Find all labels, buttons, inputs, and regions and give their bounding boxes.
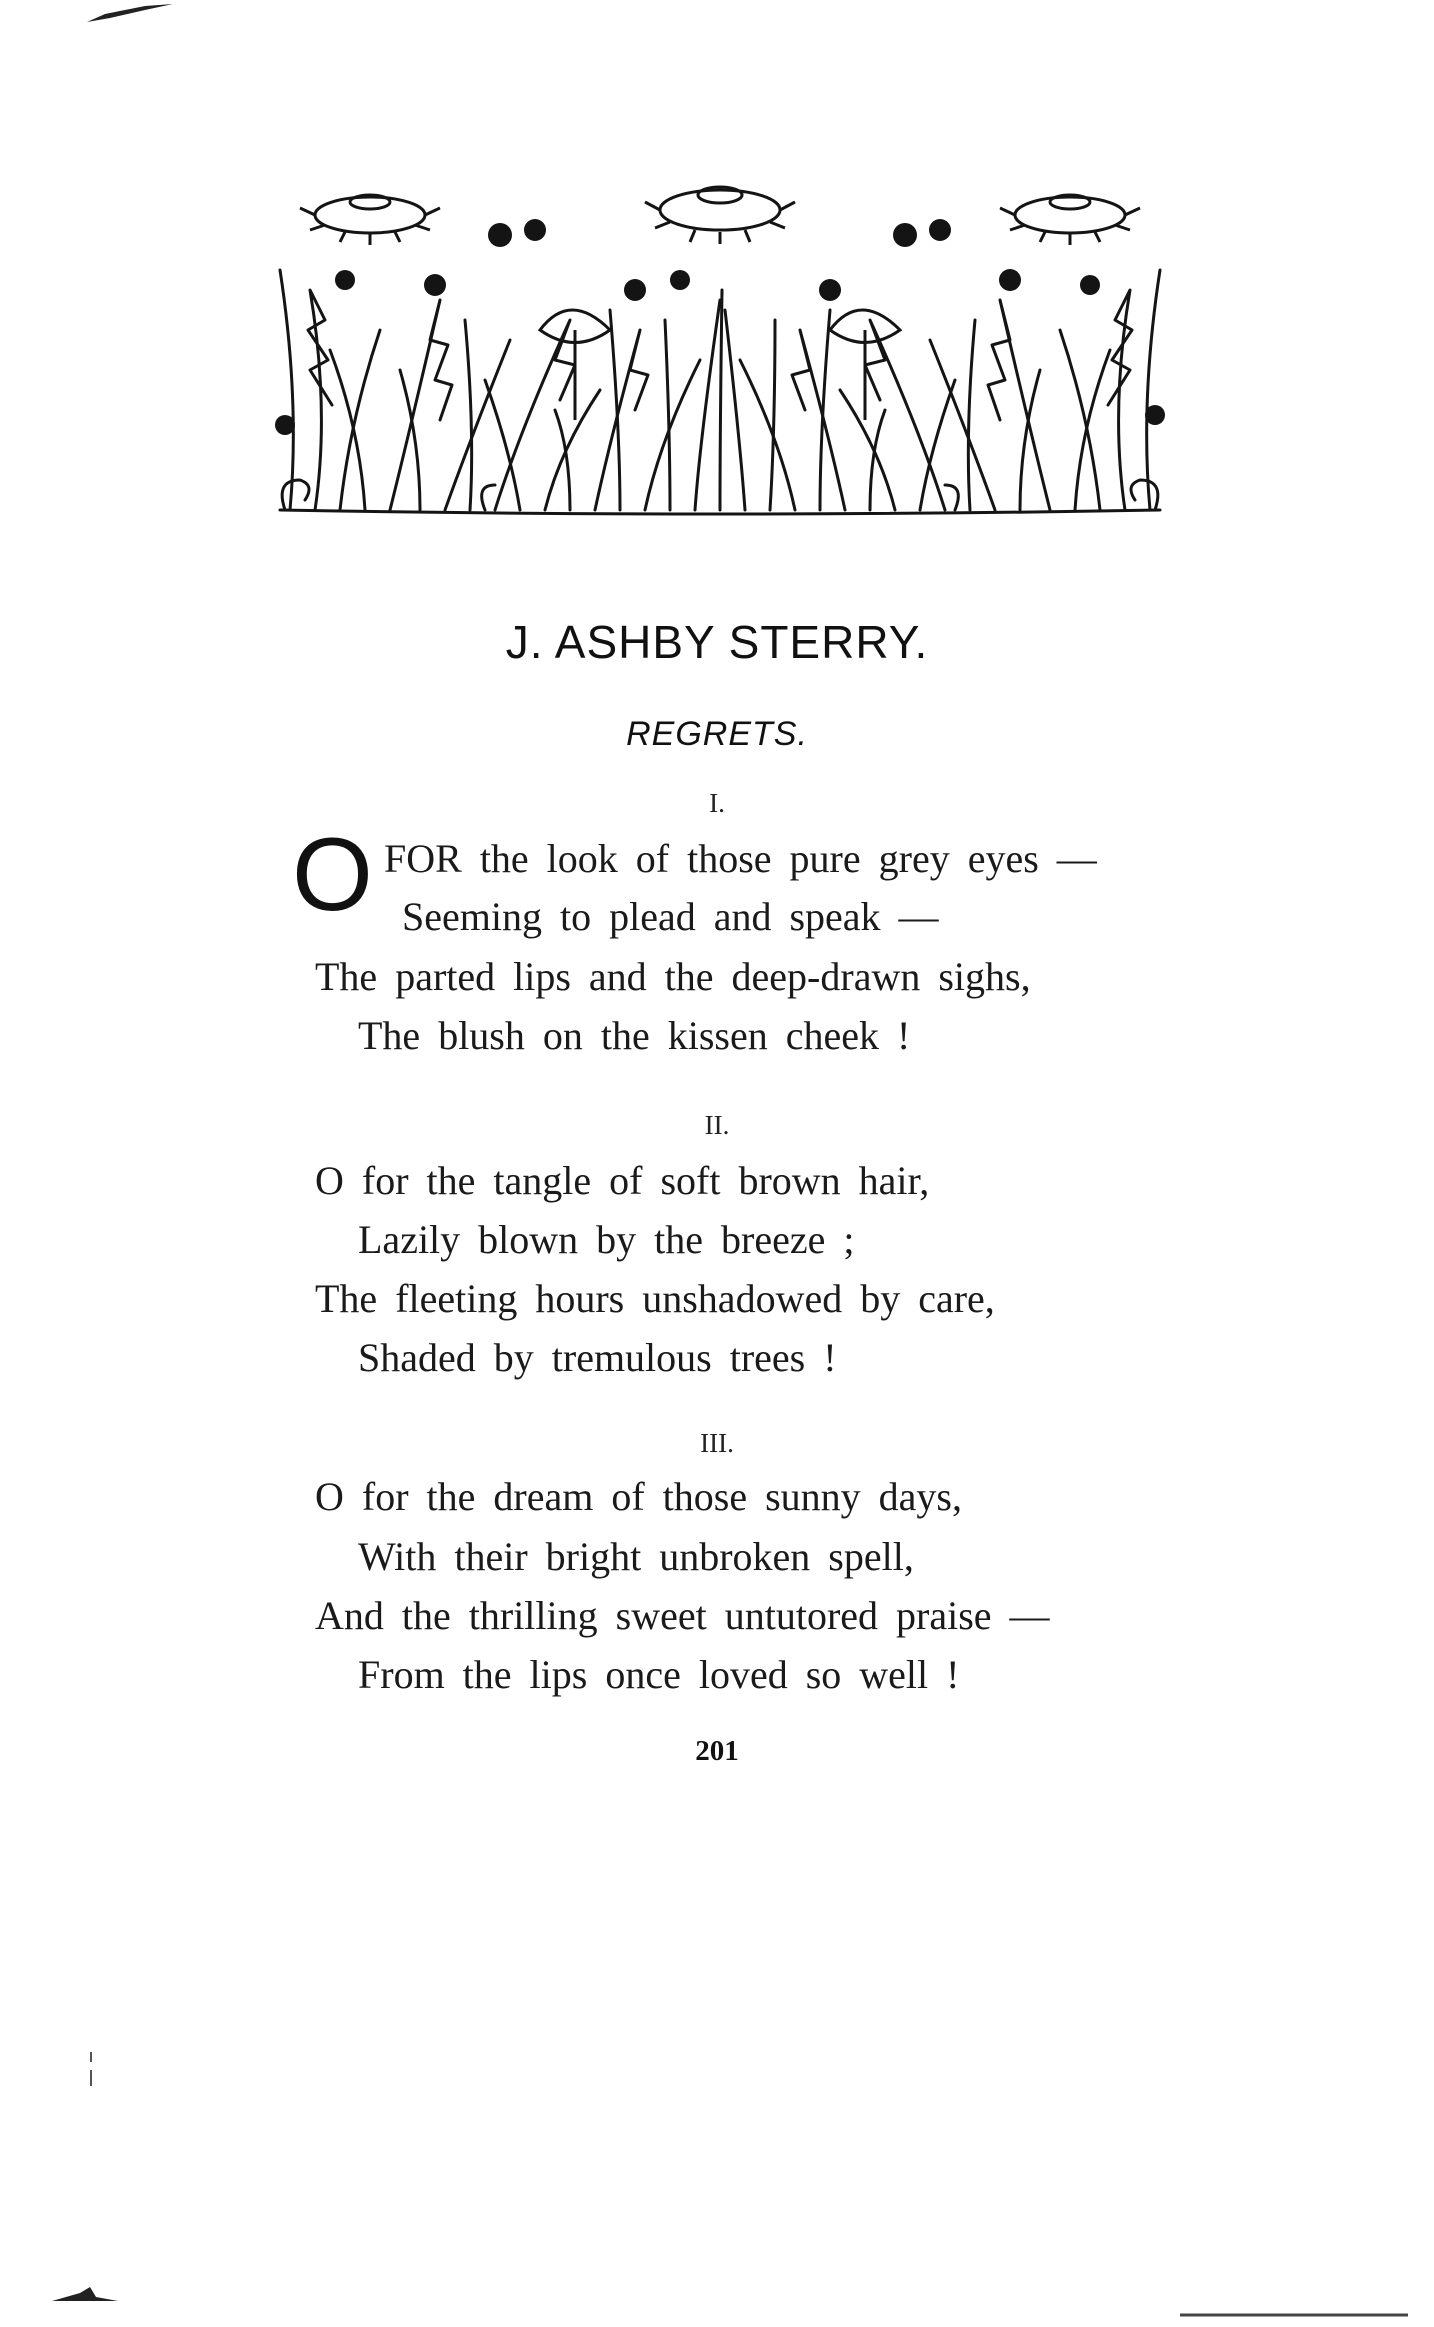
stanza-number: II. — [704, 1110, 730, 1140]
poem-line: With their bright unbroken spell, — [358, 1534, 914, 1579]
stanza-number: I. — [709, 788, 725, 818]
poem-line: And the thrilling sweet untutored praise — — [315, 1593, 1050, 1638]
page-number: 201 — [695, 1735, 739, 1767]
scan-mark-bottom-icon — [50, 2285, 120, 2305]
poem-line: The parted lips and the deep-drawn sighs, — [315, 954, 1031, 999]
scan-tick-icon — [88, 2050, 94, 2090]
poem-line: O for the dream of those sunny days, — [315, 1474, 962, 1519]
scan-mark-top-icon — [85, 0, 175, 30]
poem-title: REGRETS. — [626, 715, 808, 753]
scan-rule-icon — [1180, 2310, 1410, 2322]
poem-line: Seeming to plead and speak — — [402, 894, 939, 939]
floral-headpiece-icon — [270, 180, 1170, 520]
author-heading: J. ASHBY STERRY. — [505, 616, 929, 668]
poem-line: The fleeting hours unshadowed by care, — [315, 1276, 995, 1321]
drop-cap: O — [292, 817, 373, 933]
poem-line: From the lips once loved so well ! — [358, 1652, 960, 1697]
poem-line: The blush on the kissen cheek ! — [358, 1013, 911, 1058]
poem-line: O for the tangle of soft brown hair, — [315, 1158, 930, 1203]
poem-line: Shaded by tremulous trees ! — [358, 1335, 837, 1380]
stanza-number: III. — [700, 1428, 734, 1458]
poem-line: Lazily blown by the breeze ; — [358, 1217, 855, 1262]
poem-line: FOR the look of those pure grey eyes — — [384, 836, 1097, 881]
